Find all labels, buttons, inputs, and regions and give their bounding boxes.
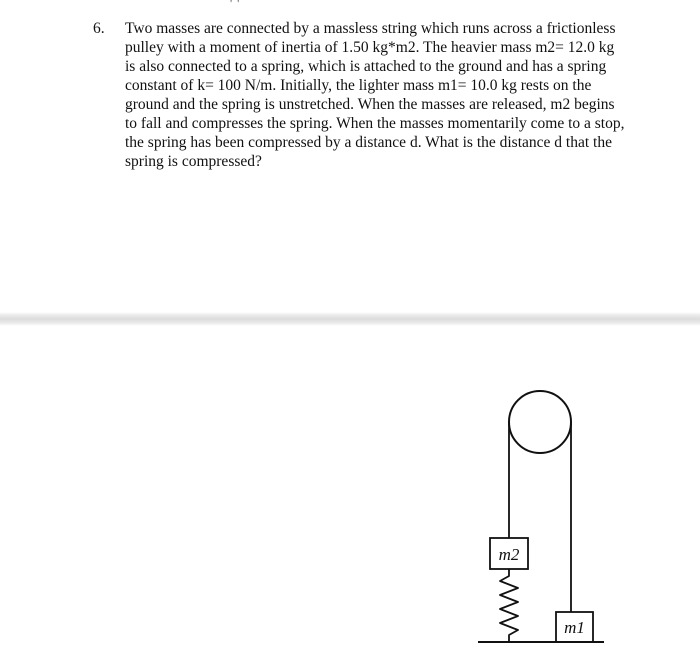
problem-line: to fall and compresses the spring. When the masses momentarily come to a stop,	[125, 115, 625, 132]
pulley-diagram-svg	[470, 385, 610, 649]
pulley-wheel	[509, 391, 571, 453]
problem-line: spring is compressed?	[125, 153, 262, 170]
problem-line: pulley with a moment of inertia of 1.50 kg*m2. The heavier mass m2= 12.0 kg	[125, 39, 615, 56]
problem-line: Two masses are connected by a massless string which runs across a frictionless	[125, 20, 616, 37]
mass-m2-label: m2	[498, 545, 520, 564]
mass-m1-label: m1	[564, 618, 585, 637]
problem-line: constant of k= 100 N/m. Initially, the lighter mass m1= 10.0 kg rests on the	[125, 77, 592, 94]
spring	[500, 569, 518, 642]
problem-text	[125, 19, 650, 171]
problem-line: is also connected to a spring, which is attached to the ground and has a spring	[125, 58, 607, 75]
pulley-diagram	[470, 385, 610, 649]
problem-number: 6.	[93, 20, 105, 37]
page-divider	[0, 312, 700, 326]
problem-statement	[93, 19, 653, 171]
problem-line: ground and the spring is unstretched. When the masses are released, m2 begins	[125, 96, 615, 113]
problem-line: the spring has been compressed by a distance d. What is the distance d that the	[125, 134, 612, 151]
cropped-text-fragment: ' '	[230, 0, 241, 10]
